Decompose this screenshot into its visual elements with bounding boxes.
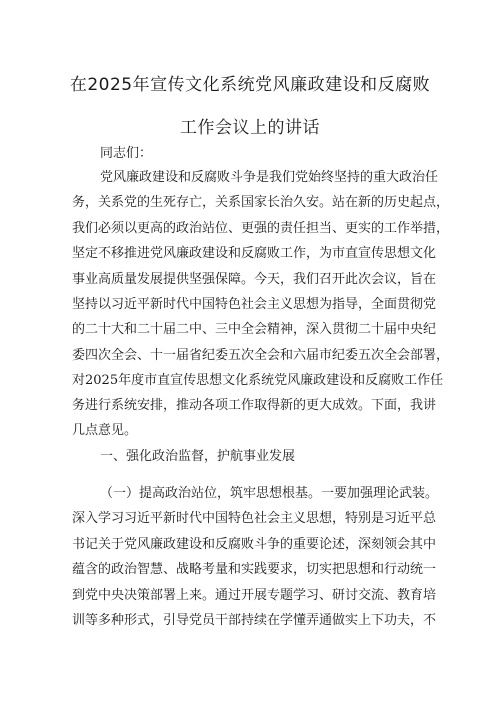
paragraph-line: 事业高质量发展提供坚强保障。今天，我们召开此次会议，旨在	[72, 272, 437, 287]
paragraph-line: 委四次全会、十一届省纪委五次全会和六届市纪委五次全会部署，	[72, 348, 450, 363]
paragraph-line: 训等多种形式，引导党员干部持续在学懂弄通做实上下功夫，不	[72, 613, 437, 628]
paragraph-line: （一）提高政治站位，筑牢思想根基。一要加强理论武装。	[100, 486, 439, 501]
paragraph-line: 深入学习习近平新时代中国特色社会主义思想，特别是习近平总	[72, 511, 437, 526]
paragraph-line: 党风廉政建设和反腐败斗争是我们党始终坚持的重大政治任	[100, 170, 439, 185]
paragraph-line: 到党中央决策部署上来。通过开展专题学习、研讨交流、教育培	[72, 588, 437, 603]
paragraph-line: 书记关于党风廉政建设和反腐败斗争的重要论述，深刻领会其中	[72, 537, 437, 552]
paragraph-line: 坚持以习近平新时代中国特色社会主义思想为指导，全面贯彻党	[72, 297, 437, 312]
salutation: 同志们：	[100, 146, 153, 161]
paragraph-line: 务，关系党的生死存亡，关系国家长治久安。站在新的历史起点，	[72, 195, 450, 210]
paragraph-line: 坚定不移推进党风廉政建设和反腐败工作，为市直宣传思想文化	[72, 246, 437, 261]
paragraph-line: 我们必须以更高的政治站位、更强的责任担当、更实的工作举措，	[72, 221, 450, 236]
document-title-line-2: 工作会议上的讲话	[180, 118, 320, 138]
paragraph-line: 的二十大和二十届二中、三中全会精神，深入贯彻二十届中央纪	[72, 322, 437, 337]
section-heading: 一、强化政治监督，护航事业发展	[100, 449, 296, 464]
paragraph-line: 对2025年度市直宣传思想文化系统党风廉政建设和反腐败工作任	[72, 373, 444, 388]
paragraph-line: 务进行系统安排，推动各项工作取得新的更大成效。下面，我讲	[72, 398, 437, 413]
paragraph-line: 几点意见。	[72, 423, 138, 438]
document-title-line-1: 在2025年宣传文化系统党风廉政建设和反腐败	[69, 75, 431, 95]
paragraph-line: 蕴含的政治智慧、战略考量和实践要求，切实把思想和行动统一	[72, 562, 437, 577]
